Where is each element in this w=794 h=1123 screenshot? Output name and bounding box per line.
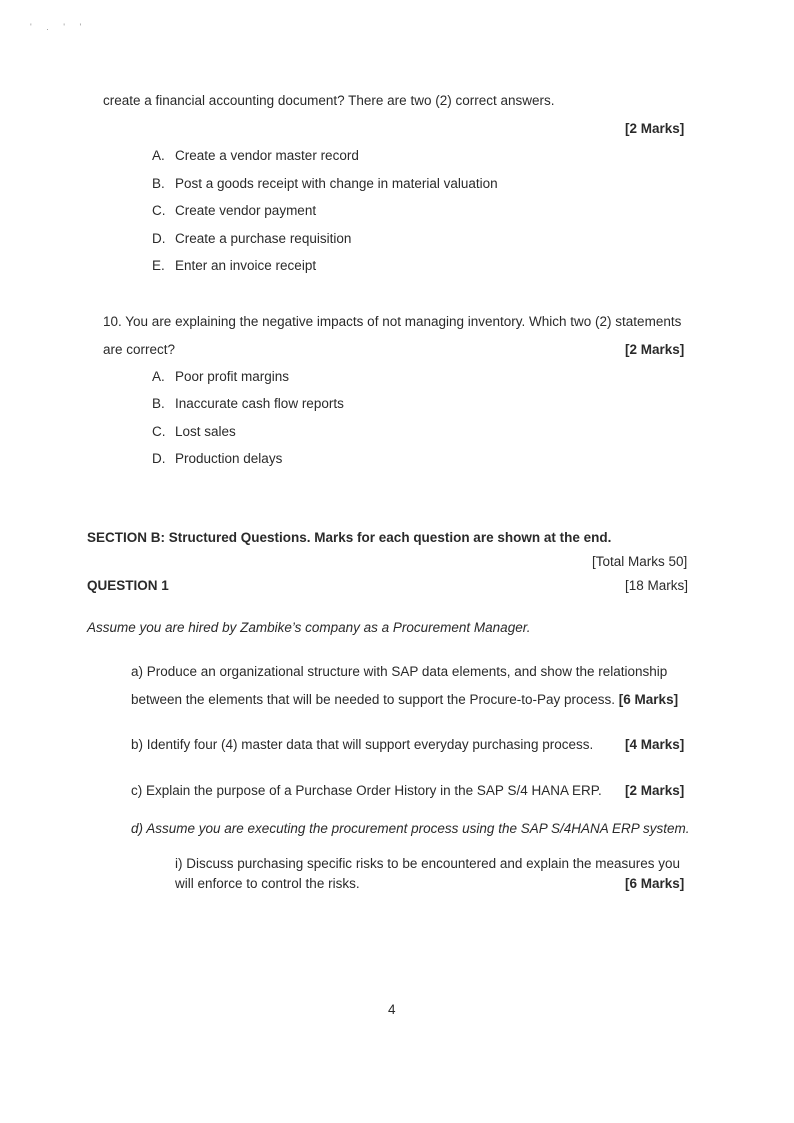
part-c-text: c) Explain the purpose of a Purchase Order History in the SAP S/4 HANA ERP. bbox=[131, 783, 602, 798]
q10-option-b bbox=[152, 396, 344, 411]
part-b-text: b) Identify four (4) master data that will support everyday purchasing process. bbox=[131, 737, 594, 752]
part-b-marks: [4 Marks] bbox=[625, 737, 685, 752]
page-number: 4 bbox=[388, 1002, 396, 1017]
q9-option-d bbox=[152, 231, 352, 246]
option-letter: D. bbox=[152, 451, 166, 466]
option-letter: B. bbox=[152, 176, 165, 191]
option-text: Post a goods receipt with change in material valuation bbox=[175, 176, 498, 191]
q10-option-d bbox=[152, 451, 283, 466]
option-letter: B. bbox=[152, 396, 165, 411]
q9-option-a bbox=[152, 148, 359, 163]
q9-option-c bbox=[152, 203, 317, 218]
part-d-i-line1: i) Discuss purchasing specific risks to be encountered and explain the measures you bbox=[175, 856, 681, 871]
question-1-label: QUESTION 1 bbox=[87, 578, 169, 593]
part-d-i-line2: will enforce to control the risks. bbox=[175, 876, 360, 891]
section-b-heading: SECTION B: Structured Questions. Marks for each question are shown at the end. bbox=[87, 530, 612, 545]
option-text: Create vendor payment bbox=[175, 203, 317, 218]
option-letter: A. bbox=[152, 148, 165, 163]
q9-option-b bbox=[152, 176, 498, 191]
option-letter: C. bbox=[152, 424, 166, 439]
q9-stem: create a financial accounting document? There are two (2) correct answers. bbox=[103, 93, 555, 108]
question-1-marks: [18 Marks] bbox=[625, 578, 689, 593]
option-text: Inaccurate cash flow reports bbox=[175, 396, 344, 411]
part-a-line2 bbox=[131, 692, 678, 707]
q10-stem-line2: are correct? bbox=[103, 342, 176, 357]
q9-option-e bbox=[152, 258, 317, 273]
option-letter: C. bbox=[152, 203, 166, 218]
q10-stem-line1: 10. You are explaining the negative impacts of not managing inventory. Which two (2) statements bbox=[103, 314, 682, 329]
q10-marks: [2 Marks] bbox=[625, 342, 685, 357]
option-text: Enter an invoice receipt bbox=[175, 258, 317, 273]
option-text: Poor profit margins bbox=[175, 369, 290, 384]
section-b-total-marks: [Total Marks 50] bbox=[592, 554, 688, 569]
option-letter: D. bbox=[152, 231, 166, 246]
part-a-line1: a) Produce an organizational structure with SAP data elements, and show the relationship bbox=[131, 664, 668, 679]
option-letter: A. bbox=[152, 369, 165, 384]
option-text: Create a vendor master record bbox=[175, 148, 359, 163]
part-a-text: between the elements that will be needed to support the Procure-to-Pay process. bbox=[131, 692, 616, 707]
scan-specks: ' . ' ' bbox=[30, 22, 88, 32]
q10-option-c bbox=[152, 424, 236, 439]
option-text: Create a purchase requisition bbox=[175, 231, 352, 246]
option-text: Production delays bbox=[175, 451, 283, 466]
part-a-marks: [6 Marks] bbox=[618, 692, 679, 707]
q9-marks: [2 Marks] bbox=[625, 121, 685, 136]
part-d-text: d) Assume you are executing the procurement process using the SAP S/4HANA ERP system. bbox=[131, 821, 690, 836]
option-letter: E. bbox=[152, 258, 165, 273]
part-d-i-marks: [6 Marks] bbox=[625, 876, 685, 891]
option-text: Lost sales bbox=[175, 424, 236, 439]
scenario-text: Assume you are hired by Zambike’s company as a Procurement Manager. bbox=[87, 620, 531, 635]
q10-option-a bbox=[152, 369, 290, 384]
part-c-marks: [2 Marks] bbox=[625, 783, 685, 798]
